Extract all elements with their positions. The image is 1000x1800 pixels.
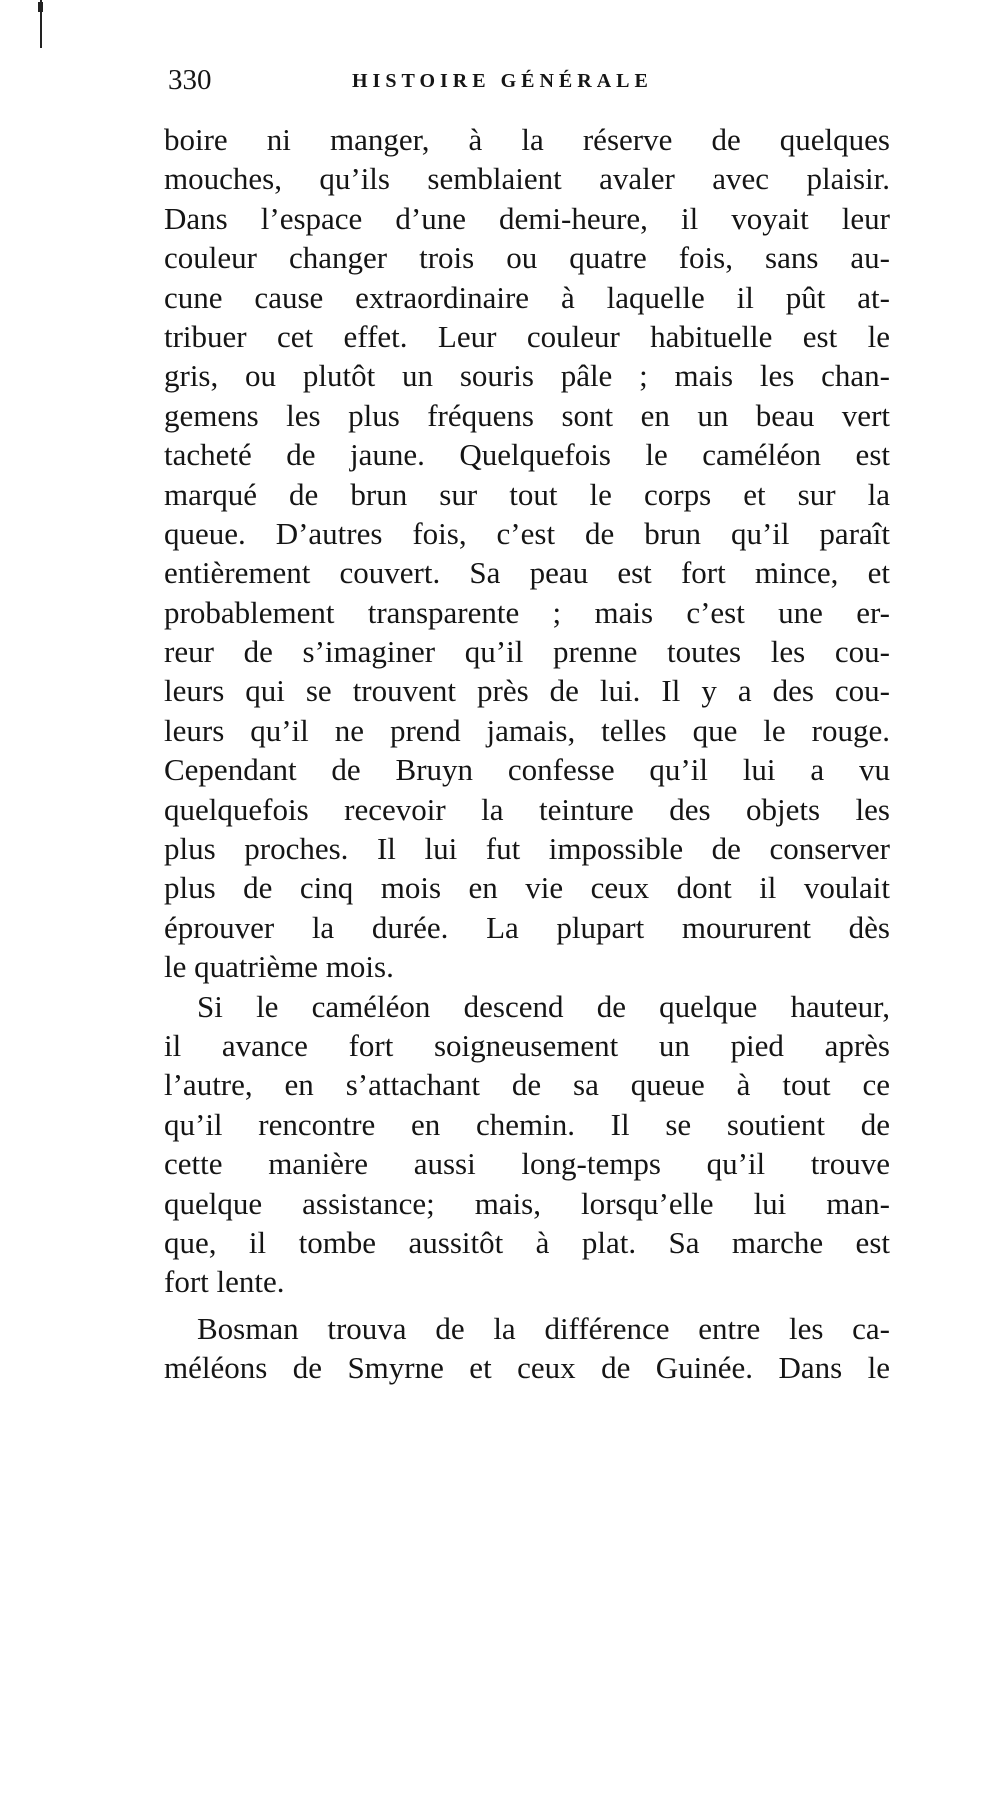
text-line: leurs qu’il ne prend jamais, telles que le rouge. xyxy=(164,712,890,748)
text-line: que, il tombe aussitôt à plat. Sa marche est xyxy=(164,1224,890,1260)
text-line: il avance fort soigneusement un pied après xyxy=(164,1027,890,1063)
text-line: Dans l’espace d’une demi-heure, il voyait leur xyxy=(164,200,890,236)
text-line: leurs qui se trouvent près de lui. Il y a des cou- xyxy=(164,673,890,709)
text-line: cette manière aussi long-temps qu’il trouve xyxy=(164,1146,890,1182)
running-title: HISTOIRE GÉNÉRALE xyxy=(352,70,653,92)
text-line: reur de s’imaginer qu’il prenne toutes les cou- xyxy=(164,634,890,670)
text-line: le quatrième mois. xyxy=(164,949,394,985)
text-line: qu’il rencontre en chemin. Il se soutient de xyxy=(164,1106,890,1142)
page-number: 330 xyxy=(168,64,212,96)
text-line: entièrement couvert. Sa peau est fort mince, et xyxy=(164,555,890,591)
text-line: Bosman trouva de la différence entre les ca- xyxy=(197,1310,890,1346)
text-line: plus de cinq mois en vie ceux dont il voulait xyxy=(164,870,890,906)
text-line: l’autre, en s’attachant de sa queue à tout ce xyxy=(164,1067,890,1103)
text-line: quelque assistance; mais, lorsqu’elle lui man- xyxy=(164,1185,890,1221)
text-line: Cependant de Bruyn confesse qu’il lui a vu xyxy=(164,752,890,788)
text-line: mouches, qu’ils semblaient avaler avec plaisir. xyxy=(164,161,890,197)
text-line: marqué de brun sur tout le corps et sur la xyxy=(164,476,890,512)
scan-margin-mark-tip xyxy=(38,2,43,12)
paragraph xyxy=(164,987,890,1302)
text-line: tribuer cet effet. Leur couleur habituelle est le xyxy=(164,318,890,354)
text-line: probablement transparente ; mais c’est une er- xyxy=(164,594,890,630)
text-line: boire ni manger, à la réserve de quelques xyxy=(164,122,890,157)
text-line: Si le caméléon descend de quelque hauteur, xyxy=(197,988,890,1024)
text-line: gemens les plus fréquens sont en un beau vert xyxy=(164,397,890,433)
text-line: cune cause extraordinaire à laquelle il pût at- xyxy=(164,279,890,315)
text-line: couleur changer trois ou quatre fois, sans au- xyxy=(164,240,890,276)
body-text xyxy=(164,120,890,1388)
text-line: gris, ou plutôt un souris pâle ; mais les chan- xyxy=(164,358,890,394)
paragraph xyxy=(164,120,890,987)
text-line: éprouver la durée. La plupart moururent dès xyxy=(164,909,890,945)
paragraph xyxy=(164,1309,890,1388)
text-line: tacheté de jaune. Quelquefois le caméléon est xyxy=(164,437,890,473)
text-line: plus proches. Il lui fut impossible de conserver xyxy=(164,831,890,867)
text-line: méléons de Smyrne et ceux de Guinée. Dans le xyxy=(164,1350,890,1386)
text-line: fort lente. xyxy=(164,1264,285,1300)
text-line: quelquefois recevoir la teinture des objets les xyxy=(164,791,890,827)
text-line: queue. D’autres fois, c’est de brun qu’il paraît xyxy=(164,515,890,551)
